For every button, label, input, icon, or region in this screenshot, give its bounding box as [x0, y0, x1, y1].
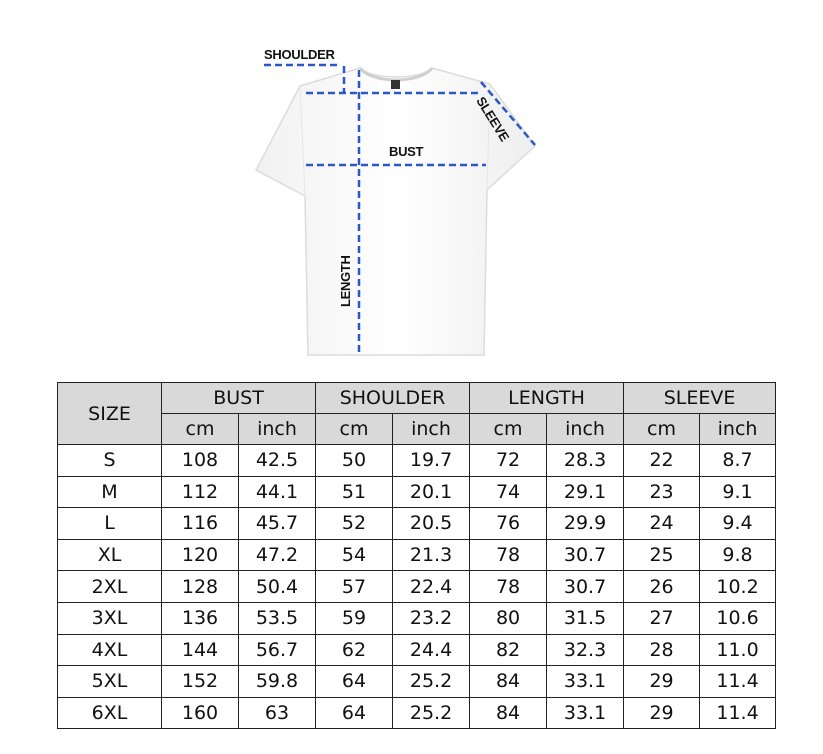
- measurement-cell: 54: [316, 539, 393, 571]
- shoulder-group-header: SHOULDER: [316, 383, 470, 414]
- bust-group-header: BUST: [162, 383, 316, 414]
- neck-tag: [391, 80, 400, 89]
- measurement-cell: 51: [316, 476, 393, 508]
- measurement-cell: 11.0: [700, 634, 776, 666]
- unit-header: inch: [547, 414, 624, 445]
- measurement-cell: 20.1: [393, 476, 470, 508]
- table-row: [58, 571, 776, 603]
- size-cell: 5XL: [58, 666, 162, 698]
- measurement-cell: 80: [470, 602, 547, 634]
- table-row: [58, 634, 776, 666]
- measurement-cell: 27: [624, 602, 700, 634]
- table-group-header-row: [58, 383, 776, 414]
- bust-label: BUST: [389, 144, 424, 159]
- measurement-cell: 26: [624, 571, 700, 603]
- size-cell: 2XL: [58, 571, 162, 603]
- measurement-cell: 28: [624, 634, 700, 666]
- measurement-cell: 160: [162, 697, 239, 729]
- measurement-cell: 22.4: [393, 571, 470, 603]
- measurement-cell: 22: [624, 445, 700, 477]
- measurement-cell: 116: [162, 508, 239, 540]
- measurement-cell: 128: [162, 571, 239, 603]
- measurement-cell: 64: [316, 666, 393, 698]
- measurement-cell: 29: [624, 666, 700, 698]
- measurement-cell: 32.3: [547, 634, 624, 666]
- measurement-cell: 152: [162, 666, 239, 698]
- measurement-cell: 28.3: [547, 445, 624, 477]
- unit-header: cm: [162, 414, 239, 445]
- table-row: [58, 666, 776, 698]
- measurement-cell: 9.8: [700, 539, 776, 571]
- measurement-cell: 56.7: [239, 634, 316, 666]
- measurement-cell: 120: [162, 539, 239, 571]
- measurement-cell: 82: [470, 634, 547, 666]
- measurement-cell: 42.5: [239, 445, 316, 477]
- length-group-header: LENGTH: [470, 383, 624, 414]
- measurement-cell: 21.3: [393, 539, 470, 571]
- measurement-cell: 112: [162, 476, 239, 508]
- table-row: [58, 445, 776, 477]
- measurement-cell: 59: [316, 602, 393, 634]
- measurement-cell: 31.5: [547, 602, 624, 634]
- length-label: LENGTH: [338, 255, 353, 307]
- measurement-cell: 64: [316, 697, 393, 729]
- measurement-cell: 76: [470, 508, 547, 540]
- table-row: [58, 697, 776, 729]
- measurement-cell: 84: [470, 666, 547, 698]
- size-cell: L: [58, 508, 162, 540]
- size-cell: M: [58, 476, 162, 508]
- shoulder-label: SHOULDER: [264, 47, 335, 62]
- table-row: [58, 508, 776, 540]
- measurement-cell: 23: [624, 476, 700, 508]
- measurement-cell: 33.1: [547, 666, 624, 698]
- measurement-cell: 136: [162, 602, 239, 634]
- unit-header: inch: [700, 414, 776, 445]
- size-cell: S: [58, 445, 162, 477]
- measurement-cell: 19.7: [393, 445, 470, 477]
- sleeve-label: SLEEVE: [473, 94, 513, 144]
- size-cell: 3XL: [58, 602, 162, 634]
- size-column-header: SIZE: [58, 383, 162, 445]
- unit-header: inch: [393, 414, 470, 445]
- measurement-cell: 10.2: [700, 571, 776, 603]
- measurement-cell: 8.7: [700, 445, 776, 477]
- measurement-cell: 30.7: [547, 539, 624, 571]
- measurement-cell: 29.9: [547, 508, 624, 540]
- size-cell: 4XL: [58, 634, 162, 666]
- tshirt-measurement-diagram: [0, 0, 823, 370]
- unit-header: cm: [470, 414, 547, 445]
- size-cell: XL: [58, 539, 162, 571]
- measurement-cell: 108: [162, 445, 239, 477]
- measurement-cell: 57: [316, 571, 393, 603]
- measurement-cell: 25.2: [393, 697, 470, 729]
- measurement-cell: 24: [624, 508, 700, 540]
- sleeve-group-header: SLEEVE: [624, 383, 776, 414]
- measurement-cell: 72: [470, 445, 547, 477]
- measurement-cell: 84: [470, 697, 547, 729]
- measurement-cell: 11.4: [700, 666, 776, 698]
- measurement-cell: 44.1: [239, 476, 316, 508]
- measurement-cell: 50.4: [239, 571, 316, 603]
- measurement-cell: 24.4: [393, 634, 470, 666]
- measurement-cell: 29: [624, 697, 700, 729]
- size-chart-table: [57, 382, 776, 729]
- measurement-cell: 53.5: [239, 602, 316, 634]
- table-row: [58, 602, 776, 634]
- size-table-body: [58, 445, 776, 729]
- table-unit-header-row: [58, 414, 776, 445]
- measurement-cell: 25.2: [393, 666, 470, 698]
- measurement-cell: 20.5: [393, 508, 470, 540]
- measurement-cell: 144: [162, 634, 239, 666]
- measurement-cell: 25: [624, 539, 700, 571]
- measurement-cell: 78: [470, 539, 547, 571]
- size-cell: 6XL: [58, 697, 162, 729]
- measurement-cell: 9.4: [700, 508, 776, 540]
- measurement-cell: 62: [316, 634, 393, 666]
- measurement-cell: 59.8: [239, 666, 316, 698]
- measurement-cell: 29.1: [547, 476, 624, 508]
- measurement-cell: 9.1: [700, 476, 776, 508]
- tshirt-illustration: [0, 0, 823, 370]
- measurement-cell: 52: [316, 508, 393, 540]
- measurement-cell: 10.6: [700, 602, 776, 634]
- measurement-cell: 78: [470, 571, 547, 603]
- measurement-cell: 74: [470, 476, 547, 508]
- measurement-cell: 63: [239, 697, 316, 729]
- table-row: [58, 476, 776, 508]
- measurement-cell: 33.1: [547, 697, 624, 729]
- measurement-cell: 50: [316, 445, 393, 477]
- measurement-cell: 11.4: [700, 697, 776, 729]
- measurement-cell: 47.2: [239, 539, 316, 571]
- measurement-cell: 45.7: [239, 508, 316, 540]
- table-row: [58, 539, 776, 571]
- unit-header: cm: [316, 414, 393, 445]
- unit-header: inch: [239, 414, 316, 445]
- measurement-cell: 23.2: [393, 602, 470, 634]
- unit-header: cm: [624, 414, 700, 445]
- measurement-cell: 30.7: [547, 571, 624, 603]
